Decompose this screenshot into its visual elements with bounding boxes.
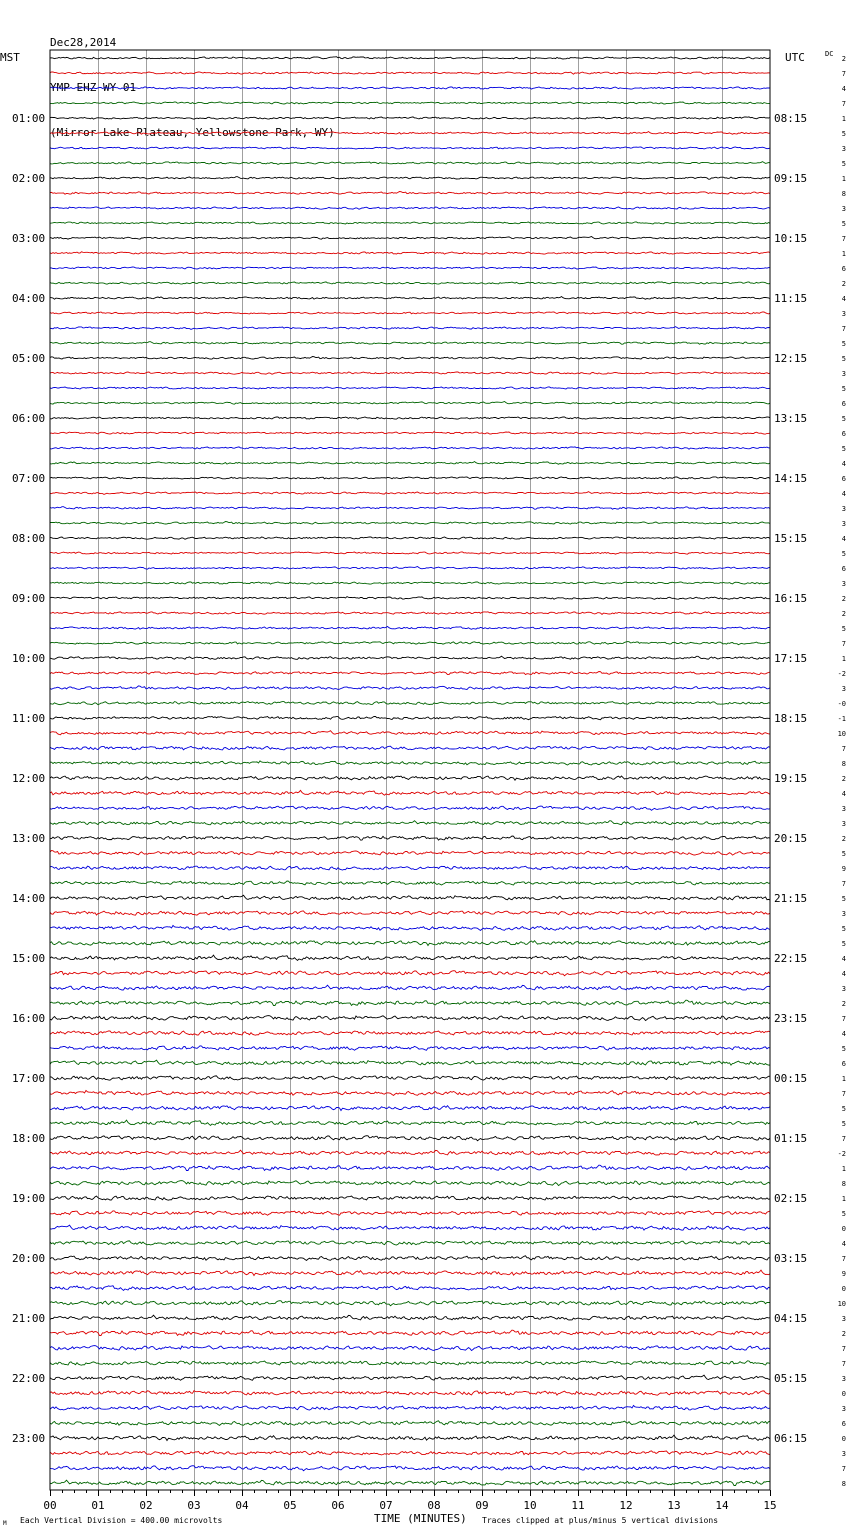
- dc-offset-value: 5: [841, 925, 846, 933]
- seismic-trace: [50, 72, 770, 74]
- seismic-trace: [50, 387, 770, 389]
- dc-offset-value: 6: [841, 1060, 846, 1068]
- dc-offset-value: 4: [841, 955, 846, 963]
- dc-offset-value: 5: [841, 1210, 846, 1218]
- dc-offset-value: 3: [841, 145, 846, 153]
- dc-offset-value: 4: [841, 1240, 846, 1248]
- x-tick-label: 11: [571, 1499, 585, 1512]
- dc-offset-value: 7: [841, 1015, 846, 1023]
- location-label: (Mirror Lake Plateau, Yellowstone Park, WY): [50, 126, 335, 139]
- left-hour-labels: [12, 112, 45, 1445]
- dc-offset-value: 4: [841, 85, 846, 93]
- x-tick-label: 06: [331, 1499, 345, 1512]
- seismic-trace: [50, 806, 770, 810]
- hour-label-mst: 14:00: [12, 892, 46, 905]
- vertical-division-note: Each Vertical Division = 400.00 microvolts: [20, 1516, 223, 1525]
- hour-label-utc: 14:15: [774, 472, 808, 485]
- dc-offset-value: 9: [841, 865, 846, 873]
- dc-offset-value: 1: [841, 655, 846, 663]
- hour-label-utc: 05:15: [774, 1372, 808, 1385]
- dc-offset-value: 2: [841, 610, 846, 618]
- hour-label-mst: 09:00: [12, 592, 46, 605]
- hour-label-utc: 02:15: [774, 1192, 808, 1205]
- dc-offset-value: 3: [841, 910, 846, 918]
- seismic-trace: [50, 761, 770, 765]
- dc-offset-value: 1: [841, 1165, 846, 1173]
- hour-label-utc: 10:15: [774, 232, 808, 245]
- x-tick-label: 05: [283, 1499, 297, 1512]
- seismic-trace: [50, 162, 770, 165]
- seismic-trace: [50, 642, 770, 645]
- hour-label-utc: 17:15: [774, 652, 808, 665]
- dc-offset-value: 3: [841, 1315, 846, 1323]
- x-tick-label: 09: [475, 1499, 489, 1512]
- dc-offset-value: 0: [841, 1435, 846, 1443]
- hour-label-utc: 16:15: [774, 592, 808, 605]
- dc-offset-value: -2: [837, 670, 846, 678]
- dc-offset-value: -0: [837, 700, 846, 708]
- seismic-trace: [50, 672, 770, 675]
- seismic-trace: [50, 1391, 770, 1396]
- dc-offset-value: 6: [841, 1420, 846, 1428]
- hour-label-mst: 15:00: [12, 952, 46, 965]
- seismic-trace: [50, 1435, 770, 1440]
- seismic-trace: [50, 731, 770, 735]
- hour-label-mst: 04:00: [12, 292, 46, 305]
- dc-offset-value: 7: [841, 235, 846, 243]
- seismic-trace: [50, 911, 770, 915]
- seismic-trace: [50, 1466, 770, 1471]
- seismic-trace: [50, 790, 770, 795]
- seismic-trace: [50, 926, 770, 931]
- seismic-trace: [50, 357, 770, 360]
- x-tick-label: 07: [379, 1499, 393, 1512]
- dc-offset-value: 2: [841, 280, 846, 288]
- dc-offset-value: 7: [841, 1090, 846, 1098]
- seismic-trace: [50, 282, 770, 284]
- station-label: YMP EHZ WY 01: [50, 81, 137, 94]
- seismic-trace: [50, 1196, 770, 1200]
- seismic-trace: [50, 1301, 770, 1306]
- dc-offset-value: 5: [841, 1120, 846, 1128]
- dc-offset-value: 2: [841, 1330, 846, 1338]
- hour-label-utc: 15:15: [774, 532, 808, 545]
- seismic-trace: [50, 87, 770, 89]
- dc-offset-value: 5: [841, 415, 846, 423]
- seismic-trace: [50, 1016, 770, 1021]
- seismic-trace: [50, 746, 770, 750]
- dc-offset-value: 10: [837, 1300, 846, 1308]
- dc-offset-value: 7: [841, 880, 846, 888]
- seismic-trace: [50, 1211, 770, 1215]
- dc-offset-value: 6: [841, 430, 846, 438]
- dc-offset-value: 2: [841, 835, 846, 843]
- dc-offset-value: 4: [841, 490, 846, 498]
- seismic-trace: [50, 132, 770, 135]
- hour-label-utc: 22:15: [774, 952, 808, 965]
- seismic-trace: [50, 1256, 770, 1261]
- seismic-trace: [50, 177, 770, 180]
- seismic-trace: [50, 1421, 770, 1426]
- hour-label-mst: 08:00: [12, 532, 46, 545]
- right-hour-labels: [774, 112, 807, 1445]
- x-tick-label: 00: [43, 1499, 57, 1512]
- x-tick-label: 08: [427, 1499, 441, 1512]
- seismic-trace: [50, 507, 770, 510]
- x-axis-title: TIME (MINUTES): [374, 1512, 467, 1525]
- seismic-trace: [50, 417, 770, 419]
- dc-offset-value: 5: [841, 550, 846, 558]
- dc-offset-value: 7: [841, 1255, 846, 1263]
- dc-offset-value: -2: [837, 1150, 846, 1158]
- hour-label-utc: 13:15: [774, 412, 808, 425]
- seismic-trace: [50, 1286, 770, 1291]
- seismic-trace: [50, 881, 770, 885]
- hour-label-mst: 16:00: [12, 1012, 46, 1025]
- dc-offset-value: 5: [841, 220, 846, 228]
- dc-offset-labels: [838, 55, 846, 1488]
- seismic-trace: [50, 402, 770, 405]
- hour-label-utc: 18:15: [774, 712, 808, 725]
- x-tick-label: 13: [667, 1499, 681, 1512]
- hour-label-mst: 07:00: [12, 472, 46, 485]
- hour-label-mst: 12:00: [12, 772, 46, 785]
- dc-offset-value: 3: [841, 505, 846, 513]
- dc-offset-value: 5: [841, 130, 846, 138]
- seismic-trace: [50, 522, 770, 525]
- seismic-trace: [50, 656, 770, 659]
- dc-offset-value: 10: [837, 730, 846, 738]
- seismic-trace: [50, 1241, 770, 1246]
- seismic-trace: [50, 895, 770, 900]
- hour-label-mst: 18:00: [12, 1132, 46, 1145]
- dc-offset-value: 5: [841, 385, 846, 393]
- dc-offset-value: 4: [841, 790, 846, 798]
- hour-label-utc: 08:15: [774, 112, 808, 125]
- seismic-trace: [50, 985, 770, 990]
- dc-offset-value: 7: [841, 100, 846, 108]
- dc-offset-value: 9: [841, 1270, 846, 1278]
- dc-offset-value: 0: [841, 1285, 846, 1293]
- hour-label-utc: 11:15: [774, 292, 808, 305]
- x-tick-label: 01: [91, 1499, 105, 1512]
- dc-header-label: DC: [825, 50, 834, 58]
- hour-label-utc: 04:15: [774, 1312, 808, 1325]
- dc-offset-value: 4: [841, 460, 846, 468]
- seismic-trace: [50, 1136, 770, 1141]
- dc-offset-value: 7: [841, 1360, 846, 1368]
- dc-offset-value: 3: [841, 805, 846, 813]
- dc-offset-value: 7: [841, 1345, 846, 1353]
- hour-label-utc: 20:15: [774, 832, 808, 845]
- seismic-trace: [50, 955, 770, 960]
- seismic-trace: [50, 1270, 770, 1275]
- dc-offset-value: 6: [841, 265, 846, 273]
- hour-label-mst: 01:00: [12, 112, 46, 125]
- seismic-trace: [50, 1106, 770, 1111]
- dc-offset-value: 8: [841, 1480, 846, 1488]
- dc-offset-value: 3: [841, 520, 846, 528]
- left-timezone-label: MST: [0, 51, 20, 64]
- seismic-trace: [50, 192, 770, 195]
- dc-offset-value: 1: [841, 250, 846, 258]
- hour-label-utc: 06:15: [774, 1432, 808, 1445]
- dc-offset-value: 6: [841, 400, 846, 408]
- x-axis: [43, 1490, 776, 1512]
- seismic-trace: [50, 1060, 770, 1065]
- dc-offset-value: 6: [841, 565, 846, 573]
- hour-label-mst: 17:00: [12, 1072, 46, 1085]
- hour-label-mst: 02:00: [12, 172, 46, 185]
- seismic-trace: [50, 1480, 770, 1485]
- seismic-trace: [50, 597, 770, 600]
- dc-offset-value: 6: [841, 475, 846, 483]
- dc-offset-value: 5: [841, 625, 846, 633]
- hour-label-utc: 19:15: [774, 772, 808, 785]
- seismic-trace: [50, 1181, 770, 1186]
- dc-offset-value: 5: [841, 340, 846, 348]
- hour-label-utc: 03:15: [774, 1252, 808, 1265]
- seismic-trace: [50, 477, 770, 479]
- footer-mark: M: [3, 1520, 7, 1527]
- seismic-trace: [50, 686, 770, 690]
- dc-offset-value: 2: [841, 1000, 846, 1008]
- seismic-trace: [50, 1361, 770, 1365]
- seismic-trace: [50, 252, 770, 254]
- dc-offset-value: 5: [841, 895, 846, 903]
- dc-offset-value: 3: [841, 310, 846, 318]
- dc-offset-value: 7: [841, 640, 846, 648]
- dc-offset-value: 8: [841, 190, 846, 198]
- seismic-trace: [50, 1225, 770, 1230]
- seismic-trace: [50, 836, 770, 840]
- right-timezone-label: UTC: [785, 51, 805, 64]
- seismic-trace: [50, 447, 770, 449]
- seismic-trace: [50, 222, 770, 224]
- x-tick-label: 15: [763, 1499, 777, 1512]
- dc-offset-value: 7: [841, 745, 846, 753]
- seismic-trace: [50, 1076, 770, 1080]
- dc-offset-value: 5: [841, 850, 846, 858]
- dc-offset-value: 0: [841, 1225, 846, 1233]
- seismic-trace: [50, 716, 770, 719]
- seismic-trace: [50, 866, 770, 870]
- seismic-trace: [50, 312, 770, 314]
- plot-frame: [50, 50, 770, 1490]
- seismic-trace: [50, 1451, 770, 1455]
- x-tick-label: 04: [235, 1499, 249, 1512]
- dc-offset-value: 3: [841, 370, 846, 378]
- seismic-trace: [50, 1150, 770, 1155]
- seismic-trace: [50, 941, 770, 946]
- seismic-trace: [50, 1046, 770, 1050]
- seismic-trace: [50, 147, 770, 149]
- seismic-trace: [50, 297, 770, 300]
- dc-offset-value: 7: [841, 70, 846, 78]
- seismic-trace: [50, 702, 770, 705]
- x-tick-label: 12: [619, 1499, 633, 1512]
- dc-offset-value: 3: [841, 985, 846, 993]
- seismic-trace: [50, 1120, 770, 1125]
- seismic-trace: [50, 537, 770, 539]
- dc-offset-value: 5: [841, 445, 846, 453]
- hour-label-mst: 21:00: [12, 1312, 46, 1325]
- dc-offset-value: 3: [841, 685, 846, 693]
- hour-label-mst: 23:00: [12, 1432, 46, 1445]
- seismic-trace: [50, 626, 770, 629]
- seismic-trace: [50, 1000, 770, 1005]
- dc-offset-value: 5: [841, 1045, 846, 1053]
- trace-group: [50, 57, 770, 1486]
- dc-offset-value: 5: [841, 1105, 846, 1113]
- dc-offset-value: 3: [841, 1405, 846, 1413]
- seismic-trace: [50, 432, 770, 435]
- hour-label-mst: 10:00: [12, 652, 46, 665]
- seismic-trace: [50, 1346, 770, 1351]
- hour-label-mst: 13:00: [12, 832, 46, 845]
- dc-offset-value: 4: [841, 970, 846, 978]
- seismic-trace: [50, 267, 770, 269]
- seismic-trace: [50, 582, 770, 584]
- seismic-trace: [50, 612, 770, 615]
- x-tick-label: 02: [139, 1499, 153, 1512]
- hour-label-mst: 06:00: [12, 412, 46, 425]
- hour-label-mst: 20:00: [12, 1252, 46, 1265]
- seismic-trace: [50, 1165, 770, 1170]
- seismic-trace: [50, 342, 770, 345]
- seismic-trace: [50, 117, 770, 119]
- seismic-trace: [50, 821, 770, 825]
- dc-offset-value: 5: [841, 355, 846, 363]
- seismic-trace: [50, 1330, 770, 1335]
- date-label: Dec28,2014: [50, 36, 117, 49]
- dc-offset-value: 8: [841, 1180, 846, 1188]
- dc-offset-value: 1: [841, 175, 846, 183]
- hour-label-utc: 09:15: [774, 172, 808, 185]
- seismic-trace: [50, 1091, 770, 1096]
- hour-label-utc: 00:15: [774, 1072, 808, 1085]
- hour-label-utc: 23:15: [774, 1012, 808, 1025]
- dc-offset-value: 7: [841, 1465, 846, 1473]
- seismic-trace: [50, 462, 770, 465]
- dc-offset-value: 4: [841, 535, 846, 543]
- x-tick-label: 14: [715, 1499, 729, 1512]
- clipping-note: Traces clipped at plus/minus 5 vertical divisions: [482, 1516, 719, 1525]
- dc-offset-value: 1: [841, 1195, 846, 1203]
- x-tick-label: 03: [187, 1499, 201, 1512]
- dc-offset-value: 3: [841, 1450, 846, 1458]
- dc-offset-value: 3: [841, 580, 846, 588]
- dc-offset-value: 8: [841, 760, 846, 768]
- seismic-trace: [50, 57, 770, 59]
- seismic-trace: [50, 492, 770, 495]
- dc-offset-value: 3: [841, 1375, 846, 1383]
- seismic-trace: [50, 1406, 770, 1411]
- dc-offset-value: 2: [841, 775, 846, 783]
- seismic-trace: [50, 1375, 770, 1380]
- dc-offset-value: 3: [841, 205, 846, 213]
- dc-offset-value: 4: [841, 1030, 846, 1038]
- seismic-trace: [50, 567, 770, 570]
- dc-offset-value: 2: [841, 55, 846, 63]
- hour-label-mst: 03:00: [12, 232, 46, 245]
- dc-offset-value: 5: [841, 160, 846, 168]
- seismic-trace: [50, 237, 770, 240]
- seismic-trace: [50, 1315, 770, 1320]
- seismic-trace: [50, 327, 770, 330]
- hour-label-utc: 01:15: [774, 1132, 808, 1145]
- hour-label-mst: 19:00: [12, 1192, 46, 1205]
- x-tick-label: 10: [523, 1499, 537, 1512]
- dc-offset-value: 0: [841, 1390, 846, 1398]
- dc-offset-value: 1: [841, 115, 846, 123]
- hour-label-utc: 21:15: [774, 892, 808, 905]
- dc-offset-value: 4: [841, 295, 846, 303]
- hour-label-mst: 11:00: [12, 712, 46, 725]
- dc-offset-value: 7: [841, 1135, 846, 1143]
- seismic-trace: [50, 971, 770, 976]
- hour-label-mst: 05:00: [12, 352, 46, 365]
- hour-label-utc: 12:15: [774, 352, 808, 365]
- seismic-trace: [50, 776, 770, 780]
- seismic-trace: [50, 851, 770, 856]
- hour-label-mst: 22:00: [12, 1372, 46, 1385]
- seismic-trace: [50, 102, 770, 104]
- dc-offset-value: 1: [841, 1075, 846, 1083]
- seismic-trace: [50, 207, 770, 209]
- dc-offset-value: -1: [837, 715, 846, 723]
- seismic-trace: [50, 552, 770, 554]
- seismic-trace: [50, 372, 770, 374]
- seismic-trace: [50, 1031, 770, 1035]
- dc-offset-value: 2: [841, 595, 846, 603]
- dc-offset-value: 7: [841, 325, 846, 333]
- dc-offset-value: 5: [841, 940, 846, 948]
- dc-offset-value: 3: [841, 820, 846, 828]
